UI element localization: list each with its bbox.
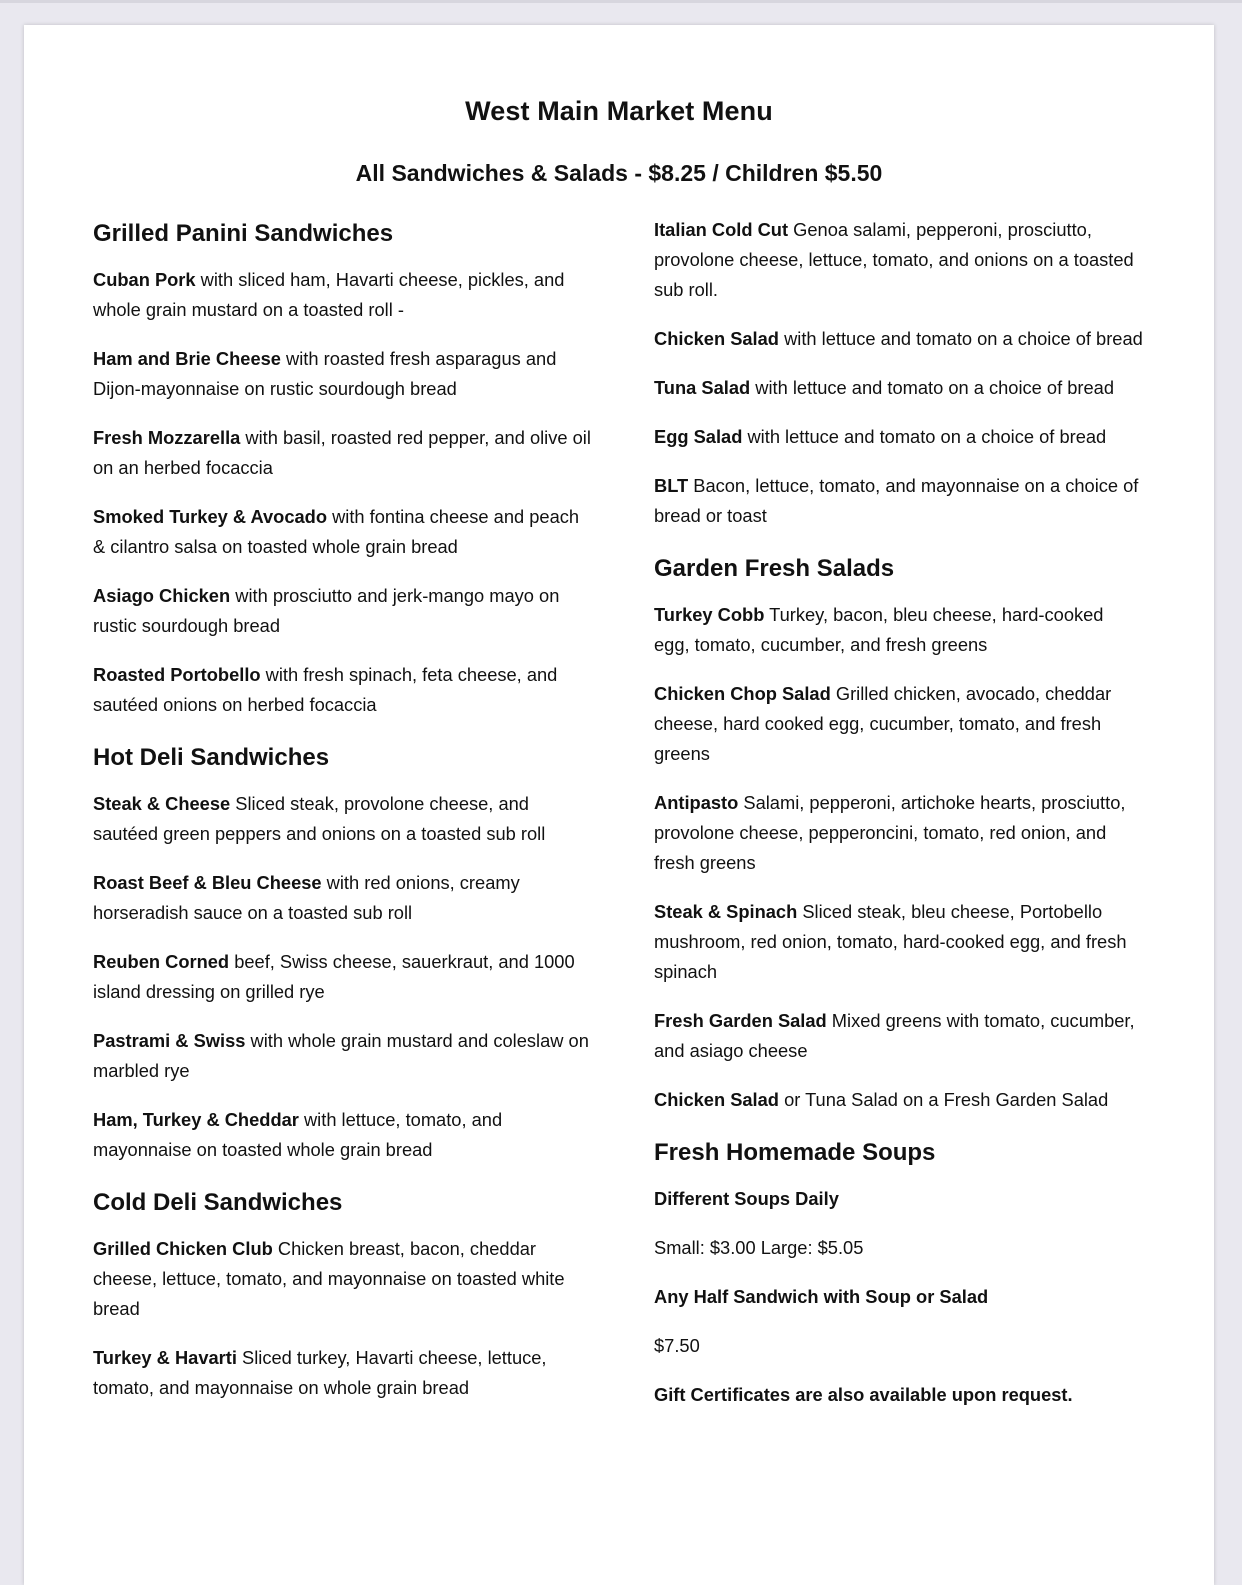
menu-item <box>93 265 593 325</box>
item-desc: Genoa salami, pepperoni, prosciutto, provolone cheese, lettuce, tomato, and onions on a toasted sub roll. <box>654 219 1134 300</box>
section-heading-salads: Garden Fresh Salads <box>654 555 895 582</box>
menu-item <box>93 1343 593 1403</box>
item-name: Cuban Pork <box>93 269 196 290</box>
item-name: Italian Cold Cut <box>654 219 789 240</box>
item-desc: Chicken breast, bacon, cheddar cheese, lettuce, tomato, and mayonnaise on toasted white bread <box>93 1238 565 1319</box>
soup-prices: Small: $3.00 Large: $5.05 <box>654 1237 864 1258</box>
section-heading-hot-deli: Hot Deli Sandwiches <box>93 744 330 771</box>
menu-item <box>654 1006 1144 1066</box>
item-name: Smoked Turkey & Avocado <box>93 506 327 527</box>
menu-item <box>654 679 1144 769</box>
item-desc: with fontina cheese and peach & cilantro salsa on toasted whole grain bread <box>93 506 580 557</box>
item-name: Reuben Corned <box>93 951 230 972</box>
menu-item <box>93 344 593 404</box>
item-desc: Mixed greens with tomato, cucumber, and asiago cheese <box>654 1010 1135 1061</box>
item-name: Pastrami & Swiss <box>93 1030 246 1051</box>
menu-item <box>93 789 593 849</box>
item-desc: with lettuce and tomato on a choice of bread <box>778 328 1143 349</box>
item-name: Chicken Salad <box>654 1089 779 1110</box>
item-name: Tuna Salad <box>654 377 751 398</box>
menu-item <box>93 1026 593 1086</box>
menu-item <box>93 502 593 562</box>
item-desc: with roasted fresh asparagus and Dijon-mayonnaise on rustic sourdough bread <box>93 348 557 399</box>
price-subtitle: All Sandwiches & Salads - $8.25 / Children $5.50 <box>355 160 883 186</box>
item-name: Roasted Portobello <box>93 664 261 685</box>
menu-item <box>654 788 1144 878</box>
item-name: Asiago Chicken <box>93 585 231 606</box>
item-desc: with lettuce and tomato on a choice of bread <box>750 377 1114 398</box>
menu-item <box>93 660 593 720</box>
right-column <box>654 215 1144 1429</box>
item-name: Turkey & Havarti <box>93 1347 237 1368</box>
item-desc: with lettuce and tomato on a choice of bread <box>742 426 1107 447</box>
item-desc: with prosciutto and jerk-mango mayo on rustic sourdough bread <box>93 585 560 636</box>
item-desc: Bacon, lettuce, tomato, and mayonnaise on a choice of bread or toast <box>654 475 1139 526</box>
gift-certificates-note: Gift Certificates are also available upon request. <box>654 1384 1073 1405</box>
left-column <box>93 215 593 1422</box>
menu-item <box>93 1234 593 1324</box>
item-desc: Sliced steak, provolone cheese, and sautéed green peppers and onions on a toasted sub roll <box>93 793 546 844</box>
menu-item <box>654 324 1144 354</box>
menu-item <box>654 215 1144 305</box>
combo-price: $7.50 <box>654 1335 700 1356</box>
menu-item <box>654 1085 1144 1115</box>
item-desc: with sliced ham, Havarti cheese, pickles, and whole grain mustard on a toasted roll - <box>93 269 565 320</box>
menu-item <box>654 600 1144 660</box>
half-sandwich-combo: Any Half Sandwich with Soup or Salad <box>654 1286 989 1307</box>
menu-item <box>93 581 593 641</box>
item-desc: with whole grain mustard and coleslaw on marbled rye <box>93 1030 589 1081</box>
menu-item <box>93 947 593 1007</box>
item-name: Chicken Chop Salad <box>654 683 831 704</box>
menu-item <box>93 868 593 928</box>
item-desc: with red onions, creamy horseradish sauce on a toasted sub roll <box>93 872 520 923</box>
item-name: Turkey Cobb <box>654 604 765 625</box>
menu-item <box>654 897 1144 987</box>
item-desc: Sliced turkey, Havarti cheese, lettuce, tomato, and mayonnaise on whole grain bread <box>93 1347 547 1398</box>
item-desc: with fresh spinach, feta cheese, and sautéed onions on herbed focaccia <box>93 664 558 715</box>
menu-item <box>93 423 593 483</box>
item-name: Fresh Garden Salad <box>654 1010 827 1031</box>
item-desc: Turkey, bacon, bleu cheese, hard-cooked egg, tomato, cucumber, and fresh greens <box>654 604 1104 655</box>
item-name: Grilled Chicken Club <box>93 1238 273 1259</box>
item-name: Egg Salad <box>654 426 743 447</box>
item-name: Antipasto <box>654 792 739 813</box>
item-name: Ham and Brie Cheese <box>93 348 281 369</box>
page-title: West Main Market Menu <box>465 96 773 126</box>
section-heading-soups: Fresh Homemade Soups <box>654 1139 936 1166</box>
item-name: Ham, Turkey & Cheddar <box>93 1109 299 1130</box>
item-name: Steak & Spinach <box>654 901 798 922</box>
item-desc: beef, Swiss cheese, sauerkraut, and 1000 island dressing on grilled rye <box>93 951 575 1002</box>
top-border <box>0 0 1242 3</box>
menu-item <box>93 1105 593 1165</box>
item-desc: Sliced steak, bleu cheese, Portobello mushroom, red onion, tomato, hard-cooked egg, and fresh spinach <box>654 901 1127 982</box>
item-desc: with lettuce, tomato, and mayonnaise on toasted whole grain bread <box>93 1109 503 1160</box>
section-heading-panini: Grilled Panini Sandwiches <box>93 220 394 247</box>
item-name: BLT <box>654 475 689 496</box>
item-desc: with basil, roasted red pepper, and olive oil on an herbed focaccia <box>93 427 591 478</box>
item-desc: or Tuna Salad on a Fresh Garden Salad <box>778 1089 1109 1110</box>
item-name: Chicken Salad <box>654 328 779 349</box>
item-name: Fresh Mozzarella <box>93 427 241 448</box>
item-name: Roast Beef & Bleu Cheese <box>93 872 322 893</box>
item-name: Steak & Cheese <box>93 793 231 814</box>
section-heading-cold-deli: Cold Deli Sandwiches <box>93 1189 343 1216</box>
soups-daily: Different Soups Daily <box>654 1188 839 1209</box>
item-desc: Grilled chicken, avocado, cheddar cheese, hard cooked egg, cucumber, tomato, and fresh greens <box>654 683 1112 764</box>
menu-item <box>654 422 1144 452</box>
menu-item <box>654 471 1144 531</box>
menu-item <box>654 373 1144 403</box>
item-desc: Salami, pepperoni, artichoke hearts, prosciutto, provolone cheese, pepperoncini, tomato, red onion, and fresh greens <box>654 792 1126 873</box>
